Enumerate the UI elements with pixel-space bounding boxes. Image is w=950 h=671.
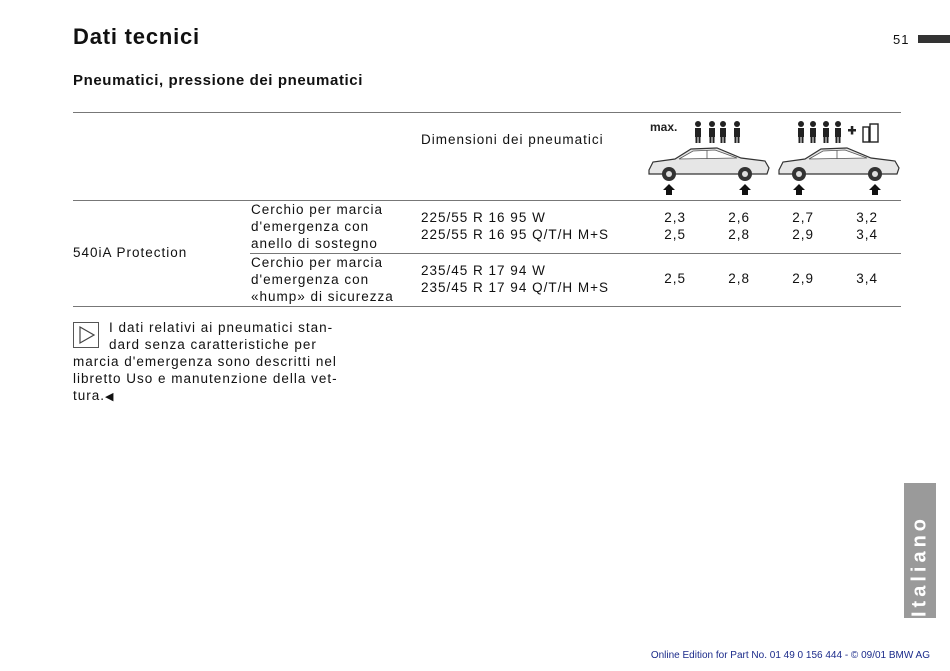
tyre-size-column-header: Dimensioni dei pneumatici <box>421 132 604 147</box>
pressure-value: 2,3 <box>664 210 686 225</box>
rim-type-line: d'emergenza con <box>251 272 370 287</box>
pressure-value: 2,9 <box>792 227 814 242</box>
page-marker-bar <box>918 35 950 43</box>
note-line: I dati relativi ai pneumatici stan- <box>109 320 334 335</box>
page-number: 51 <box>893 32 910 47</box>
vehicle-model: 540iA Protection <box>73 245 188 260</box>
pressure-value: 3,2 <box>856 210 878 225</box>
pressure-value: 2,5 <box>664 271 686 286</box>
table-bottom-rule <box>73 306 901 307</box>
note-line: dard senza caratteristiche per <box>109 337 317 352</box>
tyre-size: 225/55 R 16 95 W <box>421 210 546 225</box>
max-label: max. <box>650 120 678 134</box>
person-icon <box>798 121 804 143</box>
rim-type-line: Cerchio per marcia <box>251 255 384 270</box>
pressure-value: 2,8 <box>728 271 750 286</box>
note-triangle-icon <box>73 322 99 348</box>
pressure-value: 2,8 <box>728 227 750 242</box>
footer-copyright: Online Edition for Part No. 01 49 0 156 444 - © 09/01 BMW AG <box>650 650 930 661</box>
tyre-size: 225/55 R 16 95 Q/T/H M+S <box>421 227 609 242</box>
note-line: marcia d'emergenza sono descritti nel <box>73 354 337 369</box>
car-max-load-4-persons-plus-luggage-icon <box>775 118 903 201</box>
person-icon <box>709 121 715 143</box>
person-icon <box>823 121 829 143</box>
pressure-value: 2,5 <box>664 227 686 242</box>
note-line: libretto Uso e manutenzione della vet- <box>73 371 338 386</box>
car-max-load-4-persons-icon <box>645 118 775 201</box>
rim-type-line: d'emergenza con <box>251 219 370 234</box>
person-icon <box>695 121 701 143</box>
person-icon <box>720 121 726 143</box>
language-side-tab-label: Italiano <box>908 514 931 618</box>
pressure-value: 2,9 <box>792 271 814 286</box>
pressure-value: 2,6 <box>728 210 750 225</box>
end-mark-icon: ◀ <box>105 391 115 403</box>
tyre-size: 235/45 R 17 94 Q/T/H M+S <box>421 280 609 295</box>
pressure-value: 3,4 <box>856 227 878 242</box>
person-icon <box>734 121 740 143</box>
luggage-icon <box>863 124 878 142</box>
person-icon <box>810 121 816 143</box>
rim-type-line: anello di sostegno <box>251 236 378 251</box>
pressure-value: 3,4 <box>856 271 878 286</box>
page-title: Dati tecnici <box>73 24 200 49</box>
section-title: Pneumatici, pressione dei pneumatici <box>73 72 364 89</box>
person-icon <box>835 121 841 143</box>
rim-type-line: Cerchio per marcia <box>251 202 384 217</box>
note-line-last <box>73 387 114 406</box>
tyre-size: 235/45 R 17 94 W <box>421 263 546 278</box>
table-top-rule <box>73 112 901 113</box>
note-text: tura. <box>73 388 106 403</box>
pressure-value: 2,7 <box>792 210 814 225</box>
rim-type-line: «hump» di sicurezza <box>251 289 394 304</box>
